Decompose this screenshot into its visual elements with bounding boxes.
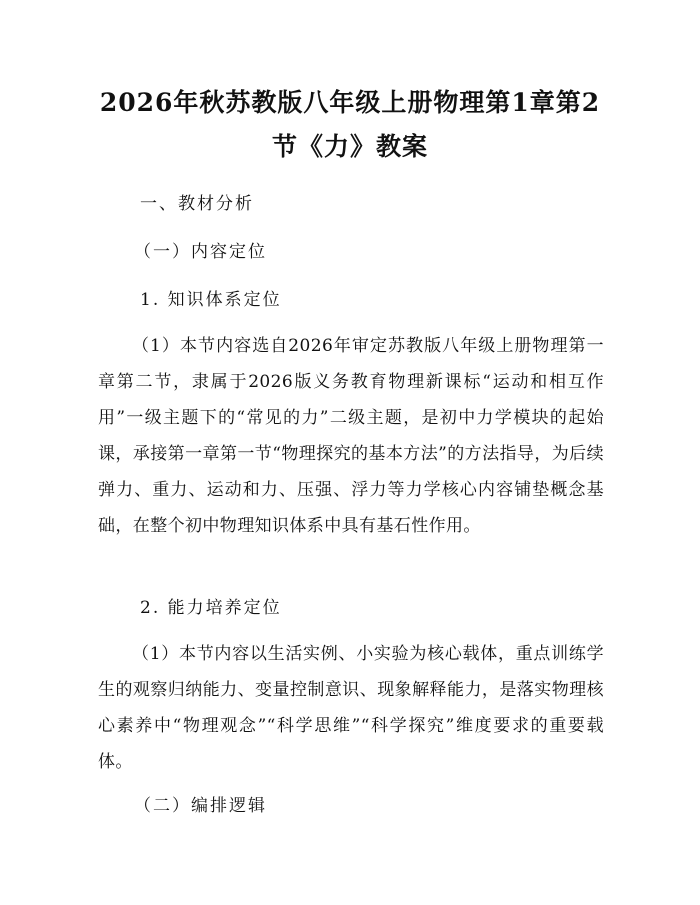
paragraph-knowledge-system: （1）本节内容选自2026年审定苏教版八年级上册物理第一章第二节，隶属于2026版义务教育物理新课标“运动和相互作用”一级主题下的“常见的力”二级主题，是初中力学模块的起始课，承接第一章第一节“物理探究的基本方法”的方法指导，为后续弹力、重力、运动和力、压强、浮力等力学核心内容铺垫概念基础，在整个初中物理知识体系中具有基石性作用。: [98, 336, 604, 536]
document-title-line-2: 节《力》教案: [271, 132, 428, 161]
item-heading-ability-cultivation: 2. 能力培养定位: [140, 598, 282, 618]
paragraph-ability-cultivation: （1）本节内容以生活实例、小实验为核心载体，重点训练学生的观察归纳能力、变量控制意识、现象解释能力，是落实物理核心素养中“物理观念”“科学思维”“科学探究”维度要求的重要载体。: [98, 644, 604, 772]
subsection-heading-arrangement-logic: （二）编排逻辑: [134, 796, 267, 816]
section-heading-textbook-analysis: 一、教材分析: [140, 194, 254, 214]
item-heading-knowledge-system: 1. 知识体系定位: [140, 290, 282, 310]
subsection-heading-content-positioning: （一）内容定位: [134, 242, 267, 262]
document-title-line-1: 2026年秋苏教版八年级上册物理第1章第2: [99, 88, 601, 117]
